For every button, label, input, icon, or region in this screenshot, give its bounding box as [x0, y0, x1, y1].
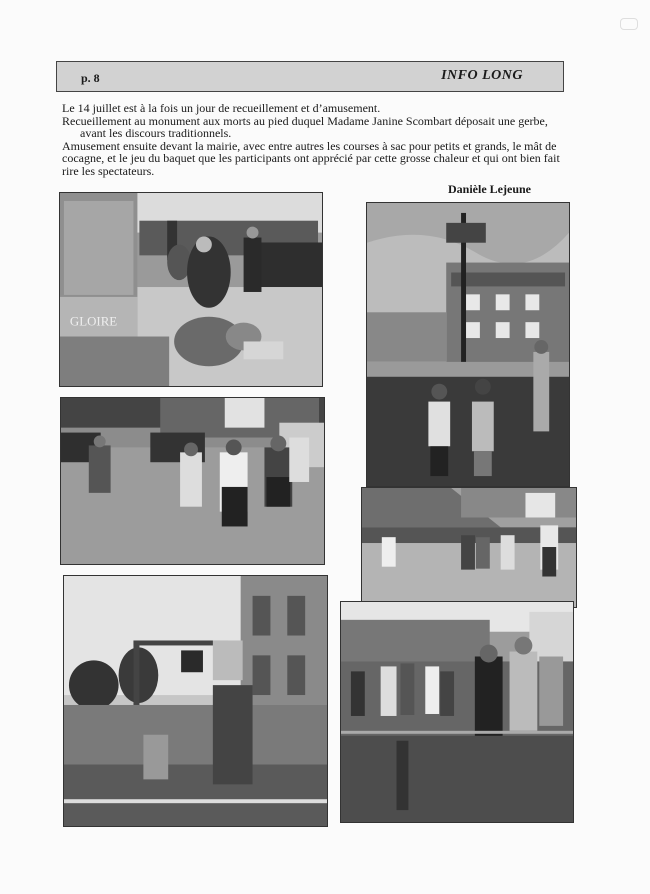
photo-jeu-du-baquet — [63, 575, 328, 827]
paragraph-intro: Le 14 juillet est à la fois un jour de recueillement et d’amusement. — [62, 101, 381, 115]
photo-spectateurs — [340, 601, 574, 823]
paragraph-recueillement: Recueillement au monument aux morts au pied duquel Madame Janine Scombart déposait une gerbe, — [62, 113, 548, 128]
photo-mat-de-cocagne — [366, 202, 570, 487]
monument-inscription: GLOIRE — [69, 314, 118, 329]
article-author: Danièle Lejeune — [448, 182, 531, 196]
paragraph-recueillement-cont: avant les discours traditionnels. — [80, 126, 232, 141]
article-text — [62, 102, 562, 178]
page-header — [56, 61, 564, 92]
paragraph-amusement: Amusement ensuite devant la mairie, avec entre autres les courses à sac pour petits et grands, le mât de cocagne, et le jeu du baquet que les participants ont apprécié par cette grosse chaleur et qui ont bien fait rire les spectateurs. — [62, 138, 560, 178]
page-number: p. 8 — [81, 71, 100, 85]
photo-monument — [59, 192, 323, 387]
bulletin-title: INFO LONG — [441, 68, 523, 83]
corner-mark — [620, 18, 638, 30]
photo-course-sac-petits — [361, 487, 577, 608]
photo-course-sac-grands — [60, 397, 325, 565]
